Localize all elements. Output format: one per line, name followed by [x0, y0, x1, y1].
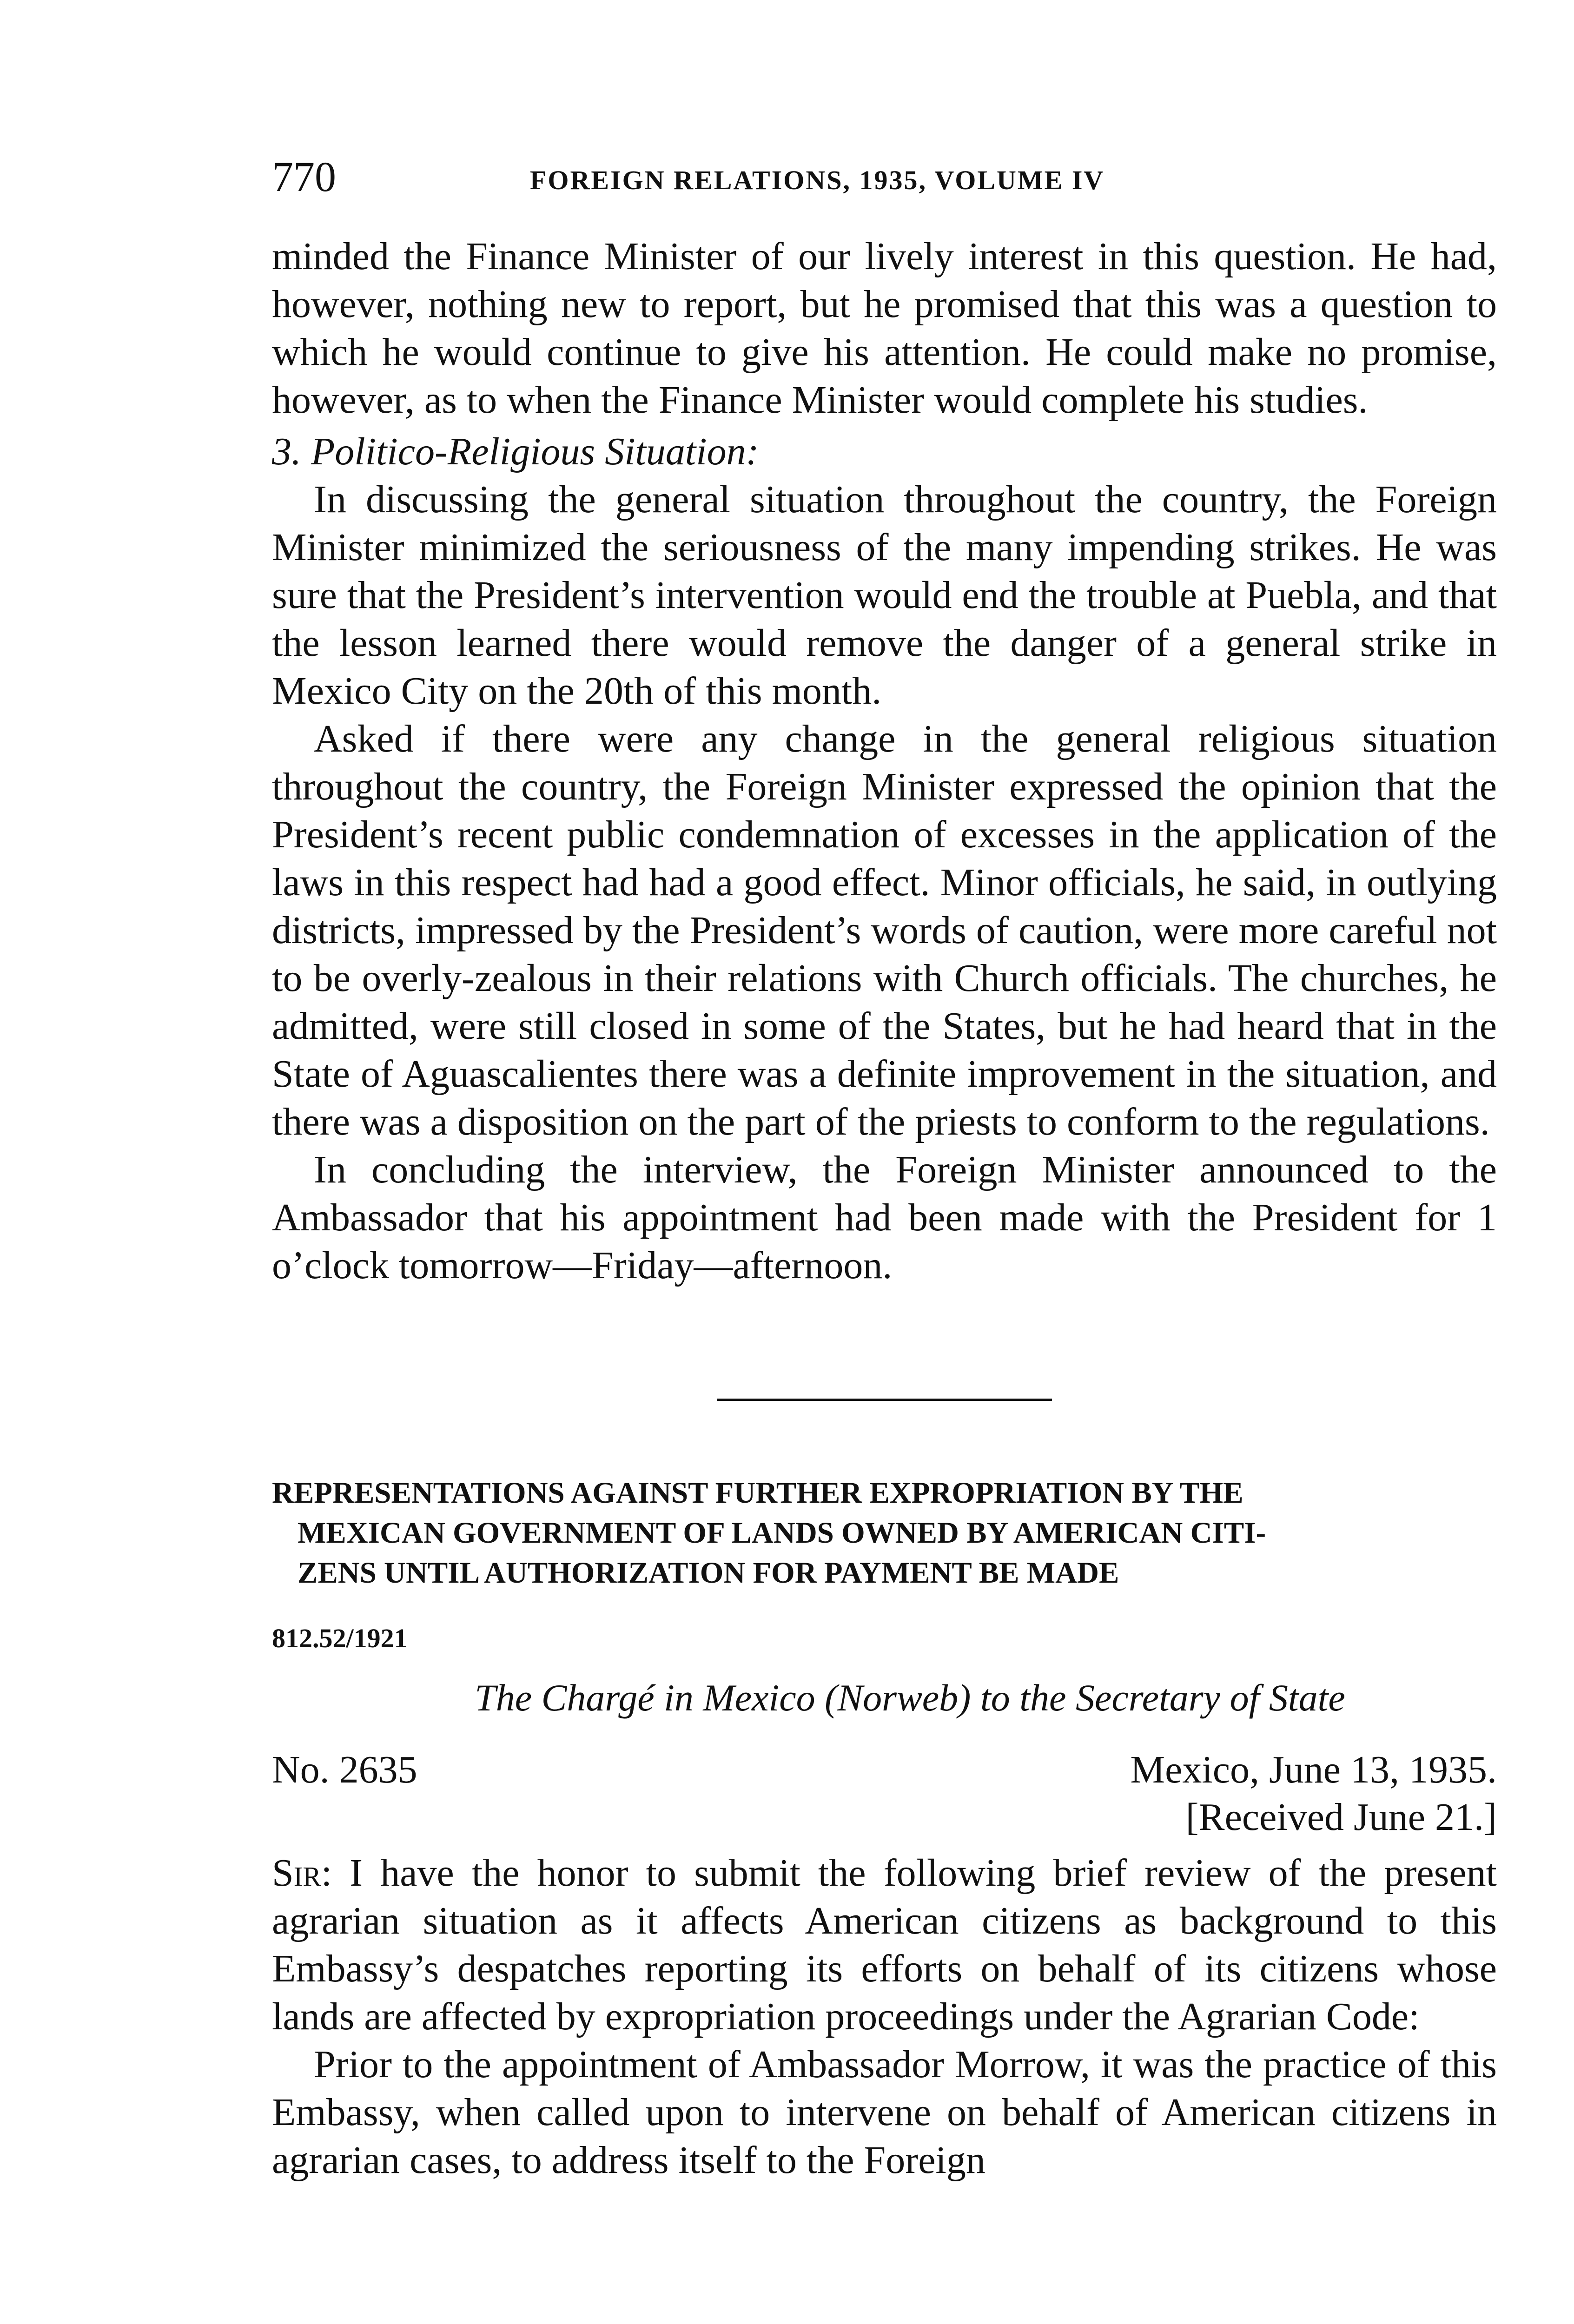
body-text [272, 232, 1497, 1289]
letter-paragraph-1-text: I have the honor to submit the following brief review of the present agrarian situation as it affects American citizens as background to this Embassy’s despatches reporting its efforts on behalf of its citizens whose lands are affected by expropriation proceedings under the Agrarian Code: [272, 1851, 1497, 2038]
document-title-line-3: ZENS UNTIL AUTHORIZATION FOR PAYMENT BE MADE [298, 1556, 1119, 1590]
letter-body [272, 1849, 1497, 2184]
document-heading: The Chargé in Mexico (Norweb) to the Secretary of State [475, 1677, 1345, 1719]
dispatch-place-date: Mexico, June 13, 1935. [1130, 1748, 1497, 1791]
salutation: Sir: [272, 1851, 332, 1895]
section-paragraph-3: In concluding the interview, the Foreign Minister announced to the Ambassador that his appointment had been made with the President for 1 o’clock tomorrow—Friday—afternoon. [272, 1148, 1497, 1287]
dispatch-block [272, 1747, 1497, 1849]
section-divider [717, 1399, 1052, 1401]
section-paragraph-2: Asked if there were any change in the general religious situation throughout the country, the Foreign Minister expressed the opinion that the President’s recent public condemnation of excesses in the application of the laws in this respect had had a good effect. Minor officials, he said, in outlying districts, impressed by the President’s words of caution, were more careful not to be overly-zealous in their relations with Church officials. The churches, he admitted, were still closed in some of the States, but he had heard that in the State of Aguascalientes there was a definite improvement in the situation, and there was a disposition on the part of the priests to conform to the regulations. [272, 717, 1497, 1143]
page-number: 770 [272, 153, 336, 200]
document-page [272, 153, 1497, 2184]
section-heading: 3. Politico-Religious Situation: [272, 430, 759, 473]
dispatch-number: No. 2635 [272, 1748, 417, 1791]
section-paragraph-1: In discussing the general situation throughout the country, the Foreign Minister minimized the seriousness of the many impending strikes. He was sure that the President’s intervention would end the trouble at Puebla, and that the lesson learned there would remove the danger of a general strike in Mexico City on the 20th of this month. [272, 478, 1497, 713]
letter-paragraph-1 [272, 1849, 1497, 2040]
letter-paragraph-2: Prior to the appointment of Ambassador Morrow, it was the practice of this Embassy, when called upon to intervene on behalf of American citizens in agrarian cases, to address itself to the Foreign [272, 2043, 1497, 2182]
dispatch-received-date: [Received June 21.] [1185, 1796, 1497, 1839]
file-number: 812.52/1921 [272, 1623, 408, 1653]
continued-paragraph: minded the Finance Minister of our lively interest in this question. He had, however, nothing new to report, but he promised that this was a question to which he would continue to give his attention. He could make no promise, however, as to when the Finance Minister would complete his studies. [272, 235, 1497, 422]
document-title-line-1: REPRESENTATIONS AGAINST FURTHER EXPROPRIATION BY THE [272, 1476, 1243, 1510]
document-title-line-2: MEXICAN GOVERNMENT OF LANDS OWNED BY AMERICAN CITI- [298, 1516, 1266, 1550]
running-head [272, 153, 1497, 205]
running-title: FOREIGN RELATIONS, 1935, VOLUME IV [530, 165, 1105, 195]
document-title [272, 1473, 1497, 1593]
